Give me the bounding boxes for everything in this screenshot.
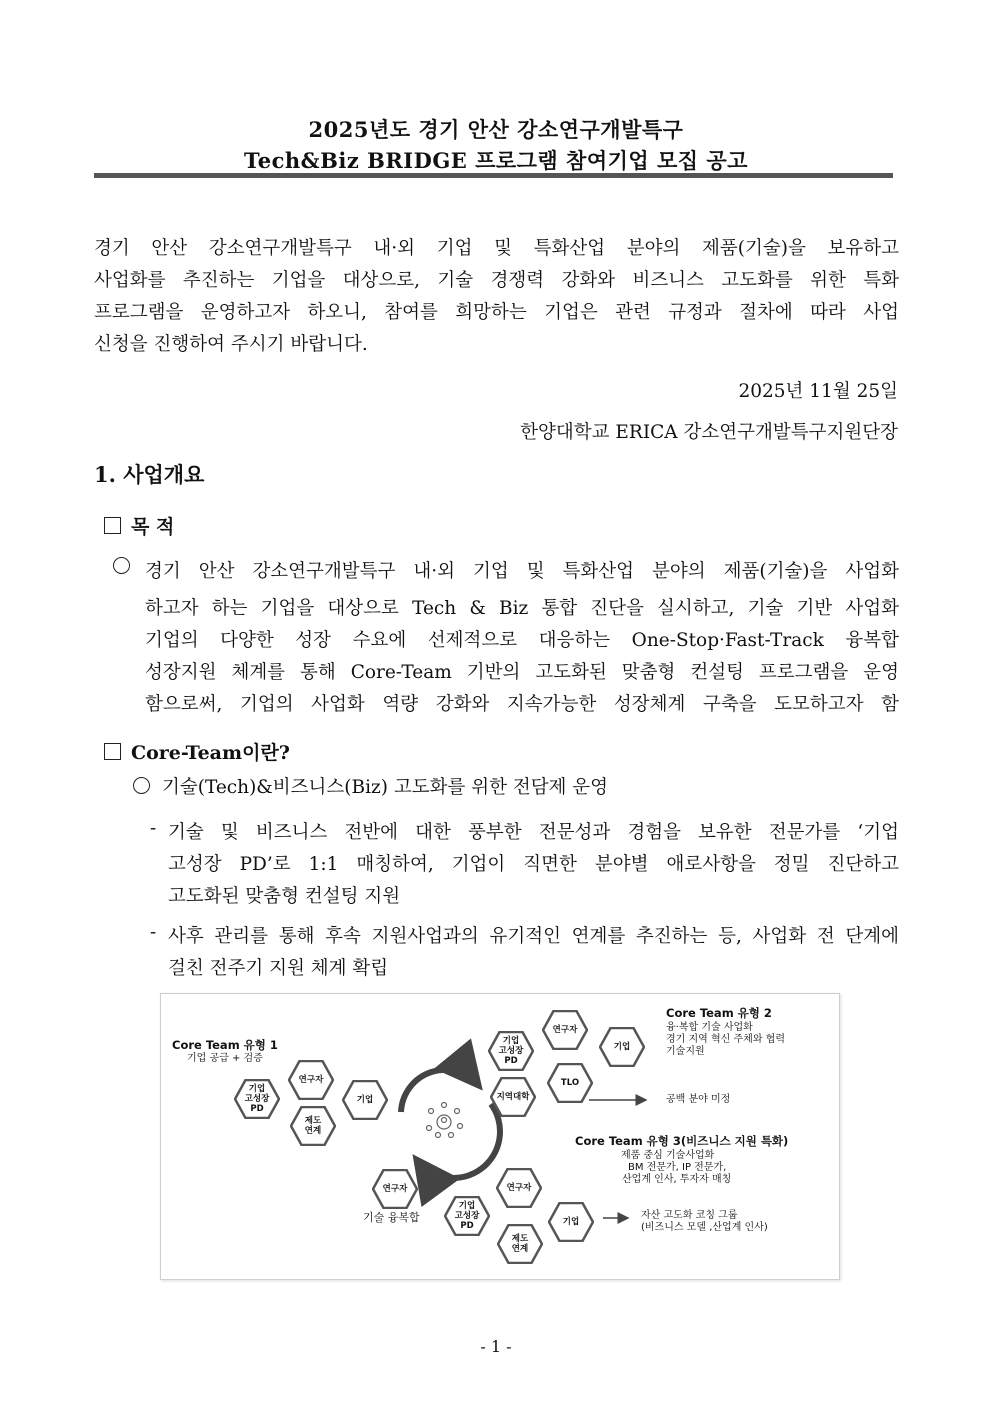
issuer: 한양대학교 ERICA 강소연구개발특구지원단장 [520, 422, 898, 443]
dash-item-line: 걸친 전주기 지원 체계 확립 [168, 958, 389, 979]
purpose-line: 성장지원 체계를 통해 Core-Team 기반의 고도화된 맞춤형 컨설팅 프로그램을 운영 [145, 662, 899, 683]
dash-item-line: 고성장 PD’로 1:1 매칭하여, 기업이 직면한 분야별 애로사항을 정밀 진단하고 [168, 854, 899, 875]
type2-label: Core Team 유형 2 [666, 1006, 772, 1020]
document-title-line2: Tech&Biz BRIDGE 프로그램 참여기업 모집 공고 [244, 148, 748, 173]
type2-desc: 융·복합 기술 사업화 [666, 1022, 753, 1033]
title-divider [94, 173, 893, 178]
page-number: - 1 - [480, 1337, 512, 1356]
type2-hex-node [488, 1031, 534, 1071]
coreteam-heading: Core-Team이란? [104, 738, 290, 765]
circle-bullet-icon [113, 557, 130, 574]
type1-hex-node [290, 1106, 336, 1146]
type2-hex-node [599, 1027, 645, 1067]
dash-bullet: - [150, 818, 157, 839]
type3-label: Core Team 유형 3(비즈니스 지원 특화) [575, 1134, 789, 1148]
checkbox-square-icon [104, 517, 121, 534]
cycle-arrow-bottom [416, 1104, 500, 1178]
intro-line: 사업화를 추진하는 기업을 대상으로, 기술 경쟁력 강화와 비즈니스 고도화를 위한 특화 [94, 270, 899, 291]
purpose-line: 하고자 하는 기업을 대상으로 Tech & Biz 통합 진단을 실시하고, 기술 기반 사업화 [145, 598, 899, 619]
hex-label: 연구자 [552, 1025, 578, 1035]
type3-hex-node [548, 1202, 594, 1242]
type2-desc: 기술지원 [666, 1046, 705, 1057]
dash-item-line: 기술 및 비즈니스 전반에 대한 풍부한 전문성과 경험을 보유한 전문가를 ‘기업 [168, 822, 899, 843]
purpose-line: 경기 안산 강소연구개발특구 내·외 기업 및 특화산업 분야의 제품(기술)을 사업화 [145, 561, 899, 582]
announcement-date: 2025년 11월 25일 [738, 381, 898, 402]
type3-hex-node [372, 1169, 418, 1209]
intro-line: 경기 안산 강소연구개발특구 내·외 기업 및 특화산업 분야의 제품(기술)을 보유하고 [94, 238, 899, 259]
type2-hex-node [490, 1077, 536, 1117]
purpose-line: 기업의 다양한 성장 수요에 선제적으로 대응하는 One-Stop·Fast-Track 융복합 [145, 630, 899, 651]
type1-hex-node [288, 1060, 334, 1100]
type1-label: Core Team 유형 1 [172, 1038, 278, 1052]
type3-arrow-label: 자산 고도화 코칭 그룹 [641, 1210, 738, 1221]
hex-label: 기업 고성장 PD [498, 1036, 524, 1066]
dash-bullet: - [150, 922, 157, 943]
document-title-line1: 2025년도 경기 안산 강소연구개발특구 [308, 117, 684, 142]
type3-desc: BM 전문가, IP 전문가, [628, 1162, 727, 1173]
cycle-arrow-top [401, 1070, 479, 1112]
type2-hex-node [547, 1063, 593, 1103]
hex-label: 제도 연계 [511, 1234, 529, 1254]
hex-label: 기업 [356, 1095, 374, 1105]
intro-line: 프로그램을 운영하고자 하오니, 참여를 희망하는 기업은 관련 규정과 절차에 따라 사업 [94, 302, 899, 323]
hex-label: 기업 고성장 PD [244, 1084, 270, 1114]
section-heading: 1. 사업개요 [94, 462, 205, 487]
checkbox-square-icon [104, 743, 121, 760]
hex-label: 지역대학 [496, 1092, 530, 1102]
type3-hex-node [444, 1196, 490, 1236]
type2-desc: 경기 지역 혁신 주체와 협력 [666, 1034, 785, 1045]
type1-hex-node [342, 1080, 388, 1120]
type3-desc: 산업계 인사, 투자자 매칭 [622, 1174, 732, 1185]
type1-desc: 기업 공급 + 검증 [187, 1053, 263, 1064]
hex-label: 제도 연계 [304, 1116, 322, 1136]
hex-label: 연구자 [506, 1183, 532, 1193]
purpose-line [113, 557, 142, 578]
hex-label: 기업 고성장 PD [454, 1201, 480, 1231]
people-group-icon [427, 1103, 463, 1138]
hex-label: TLO [560, 1078, 580, 1088]
type3-left-label: 기술 융복합 [363, 1211, 420, 1224]
hex-label: 연구자 [298, 1075, 324, 1085]
hex-label: 기업 [613, 1042, 631, 1052]
circle-bullet-icon [133, 777, 150, 794]
hex-label: 연구자 [382, 1184, 408, 1194]
dash-item-line: 고도화된 맞춤형 컨설팅 지원 [168, 886, 401, 907]
intro-line: 신청을 진행하여 주시기 바랍니다. [94, 334, 368, 355]
type3-hex-node [496, 1168, 542, 1208]
purpose-line: 함으로써, 기업의 사업화 역량 강화와 지속가능한 성장체계 구축을 도모하고자 함 [145, 694, 899, 715]
type1-hex-node [234, 1079, 280, 1119]
type3-desc: 제품 중심 기술사업화 [621, 1150, 715, 1161]
coreteam-sub: 기술(Tech)&비즈니스(Biz) 고도화를 위한 전담제 운영 [133, 773, 608, 799]
type3-hex-node [497, 1224, 543, 1264]
type3-arrow-label: (비즈니스 모델 ,산업계 인사) [641, 1222, 768, 1233]
core-team-diagram [160, 993, 840, 1280]
hex-label: 기업 [562, 1217, 580, 1227]
type2-arrow-label: 공백 분야 미정 [666, 1094, 731, 1105]
type2-hex-node [542, 1010, 588, 1050]
purpose-heading: 목 적 [104, 512, 174, 539]
dash-item-line: 사후 관리를 통해 후속 지원사업과의 유기적인 연계를 추진하는 등, 사업화 전 단계에 [168, 926, 899, 947]
